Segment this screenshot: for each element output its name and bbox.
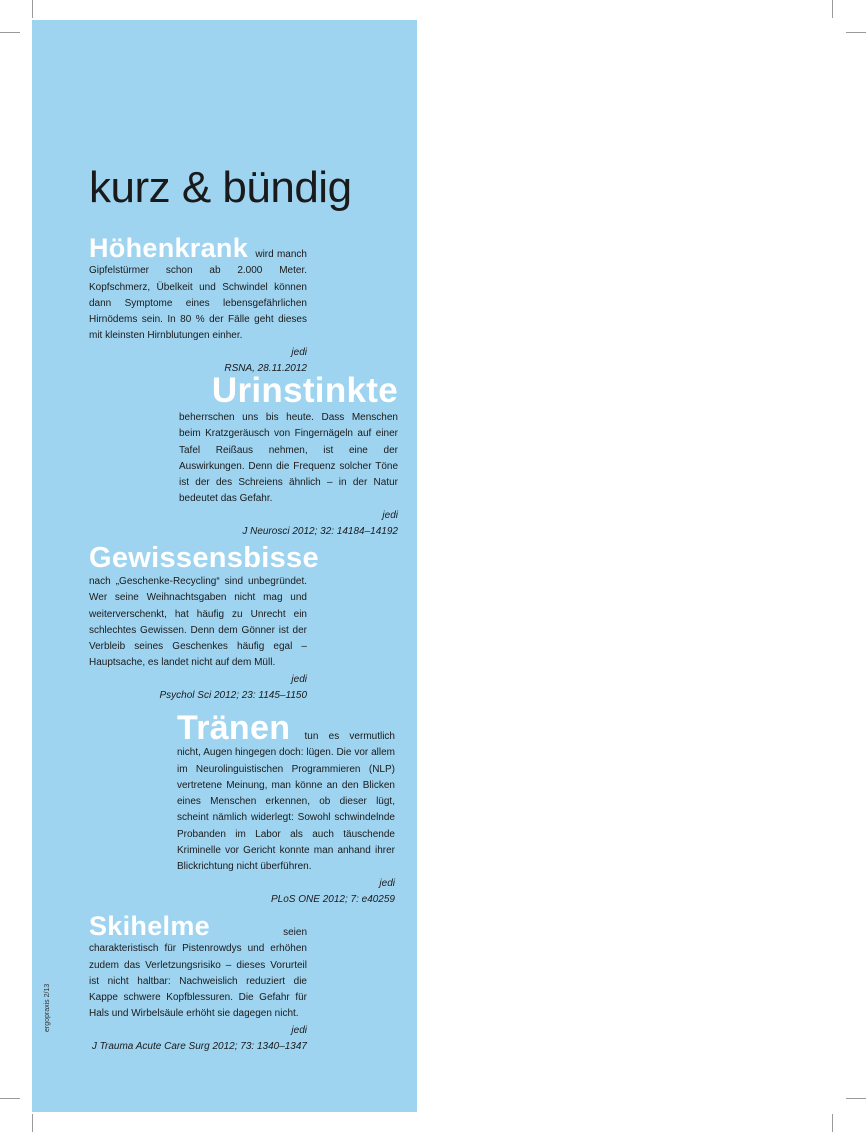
crop-mark <box>0 1098 20 1099</box>
crop-mark <box>846 1098 866 1099</box>
article-body: tun es vermutlich nicht, Augen hingegen doch: lügen. Die vor allem im Neurolinguistischen Programmieren (NLP) vertretene Meinung, man könne an den Blicken eines Menschen erkennen, ob dieser lügt, scheint nämlich widerlegt: Sowohl schwindelnde Probanden im Labor als auch täuschende Kriminelle vor Gericht konnte man anhand ihrer Blickrichtung nicht überführen. <box>177 731 395 873</box>
side-label: ergopraxis 2/13 <box>44 983 51 1032</box>
article-body: nach „Geschenke-Recycling“ sind unbegründet. Wer seine Weihnachtsgaben nicht mag und weiterverschenkt, hat häufig zu Unrecht ein schlechtes Gewissen. Denn dem Gönner ist der Verbleib seines Geschenkes häufig egal – Hauptsache, es landet nicht auf dem Müll. <box>89 576 307 669</box>
article-body: beherrschen uns bis heute. Dass Menschen beim Kratzgeräusch von Fingernägeln auf einer Tafel Reißaus nehmen, ist eine der Auswirkungen. Denn die Frequenz solcher Töne ist der des Schreiens ähnlich – in der Natur bedeutet das Gefahr. <box>179 412 398 505</box>
article-urinstinkte <box>179 372 398 540</box>
section-title: kurz & bündig <box>89 163 352 212</box>
article-source: Psychol Sci 2012; 23: 1145–1150 <box>159 690 307 702</box>
crop-mark <box>846 32 866 33</box>
article-skihelme <box>89 911 307 1055</box>
crop-mark <box>832 0 833 18</box>
article-author: jedi <box>382 509 398 521</box>
crop-mark <box>832 1114 833 1132</box>
article-headline: Tränen <box>177 709 291 747</box>
article-headline: Skihelme <box>89 911 210 941</box>
article-hoehenkrank <box>89 233 307 377</box>
article-author: jedi <box>291 1024 307 1036</box>
crop-mark <box>32 0 33 18</box>
article-source: RSNA, 28.11.2012 <box>224 363 307 375</box>
crop-mark <box>32 1114 33 1132</box>
article-traenen <box>177 709 395 908</box>
article-headline: Urinstinkte <box>211 371 398 410</box>
article-body: seien charakteristisch für Pistenrowdys und erhöhen zudem das Verletzungsrisiko – dieses Vorurteil ist nicht haltbar: Nachweislich reduziert die Kappe schwere Kopfblessuren. Die Gefahr für Hals und Wirbelsäule erhöht sie dagegen nicht. <box>89 927 307 1020</box>
article-author: jedi <box>379 877 395 889</box>
article-source: J Trauma Acute Care Surg 2012; 73: 1340–1347 <box>91 1041 307 1053</box>
article-author: jedi <box>291 346 307 358</box>
article-headline: Gewissensbisse <box>89 542 319 574</box>
article-body: wird manch Gipfelstürmer schon ab 2.000 Meter. Kopfschmerz, Übelkeit und Schwindel können dann Symptome eines lebensgefährlichen Hirnödems sein. In 80 % der Fälle geht dieses mit kleinsten Hirnblutungen einher. <box>89 249 307 342</box>
article-headline: Höhenkrank <box>89 233 249 263</box>
article-gewissensbisse <box>89 542 319 704</box>
article-source: J Neurosci 2012; 32: 14184–14192 <box>242 526 398 538</box>
article-source: PLoS ONE 2012; 7: e40259 <box>271 893 395 905</box>
crop-mark <box>0 32 20 33</box>
article-author: jedi <box>291 673 307 685</box>
